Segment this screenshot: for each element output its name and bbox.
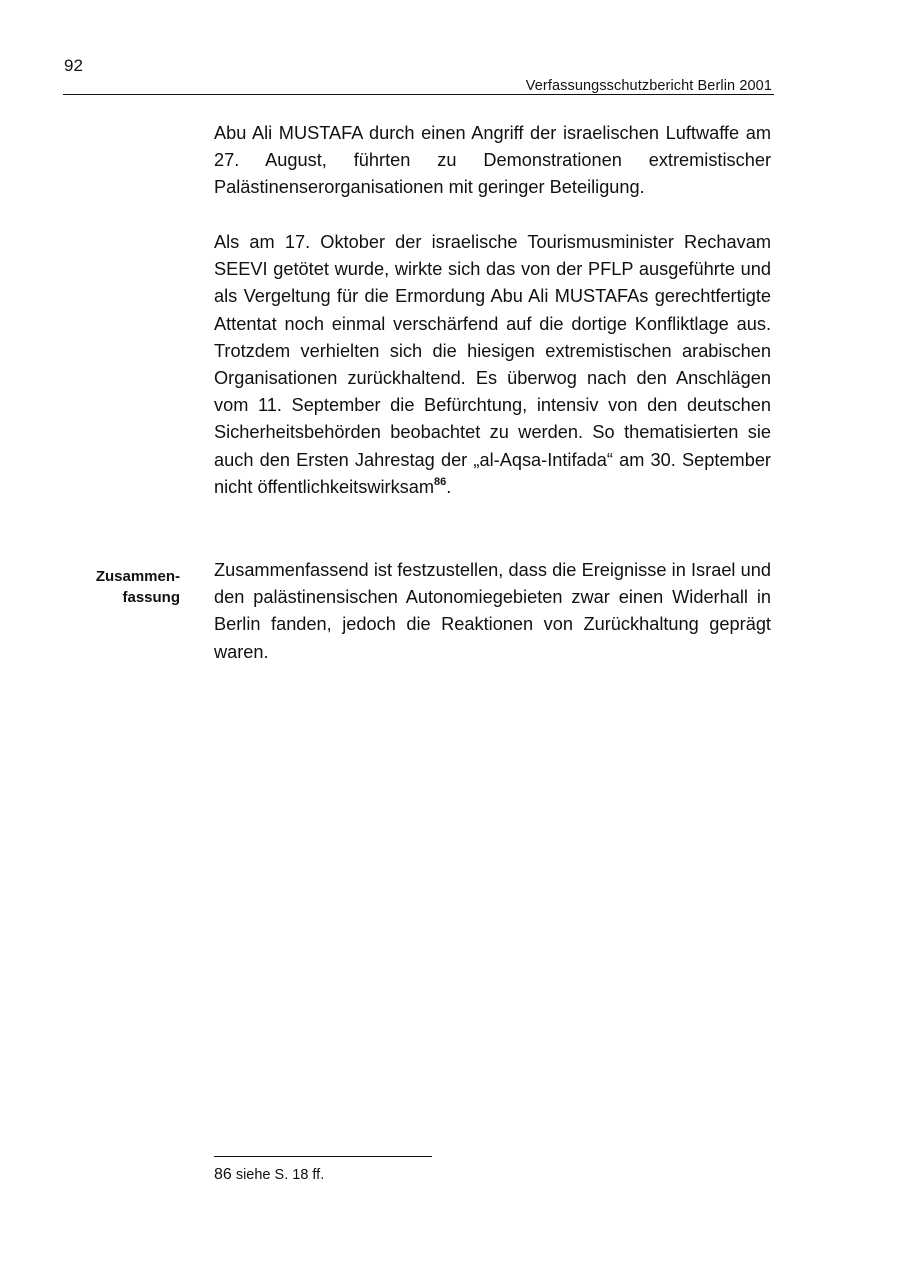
footnote-number: 86 — [214, 1166, 232, 1183]
body-paragraph-1: Abu Ali MUSTAFA durch einen Angriff der israelischen Luftwaffe am 27. August, führten zu Demonstrationen extremistischer Palästinenserorganisationen mit geringer Beteiligung. — [214, 123, 771, 198]
body-paragraph-2-text: Als am 17. Oktober der israelische Tourismusminister Rechavam SEEVI getötet wurde, wirkte sich das von der PFLP ausgeführte und als Vergeltung für die Ermordung Abu Ali MUSTAFAs gerechtfertigte Attentat noch einmal verschärfend auf die dortige Konfliktlage aus. Trotzdem verhielten sich die hiesigen extremistischen arabischen Organisationen zurückhaltend. Es überwog nach den Anschlägen vom 11. September die Befürchtung, intensiv von den deutschen Sicherheitsbehörden beobachtet zu werden. So thematisierten sie auch den Ersten Jahrestag der „al-Aqsa-Intifada“ am 30. September nicht öffentlichkeitswirksam — [214, 232, 771, 497]
body-paragraph-3: Zusammenfassend ist festzustellen, dass die Ereignisse in Israel und den palästinensischen Autonomiegebieten zwar einen Widerhall in Berlin fanden, jedoch die Reaktionen von Zurückhaltung geprägt waren. — [214, 560, 771, 662]
body-paragraph-2 — [214, 229, 771, 501]
running-header-title: Verfassungsschutzbericht Berlin 2001 — [525, 78, 772, 94]
header-rule — [63, 94, 774, 95]
footnote — [214, 1164, 324, 1186]
footnote-rule — [214, 1156, 432, 1157]
body-paragraph-2-end: . — [446, 476, 452, 497]
margin-heading-line-2: fassung — [122, 589, 180, 606]
footnote-reference[interactable]: 86 — [434, 475, 447, 488]
margin-heading-zusammenfassung — [96, 566, 180, 608]
page-number: 92 — [64, 56, 83, 75]
margin-heading-line-1: Zusammen- — [95, 568, 180, 585]
footnote-text: siehe S. 18 ff. — [235, 1167, 325, 1183]
